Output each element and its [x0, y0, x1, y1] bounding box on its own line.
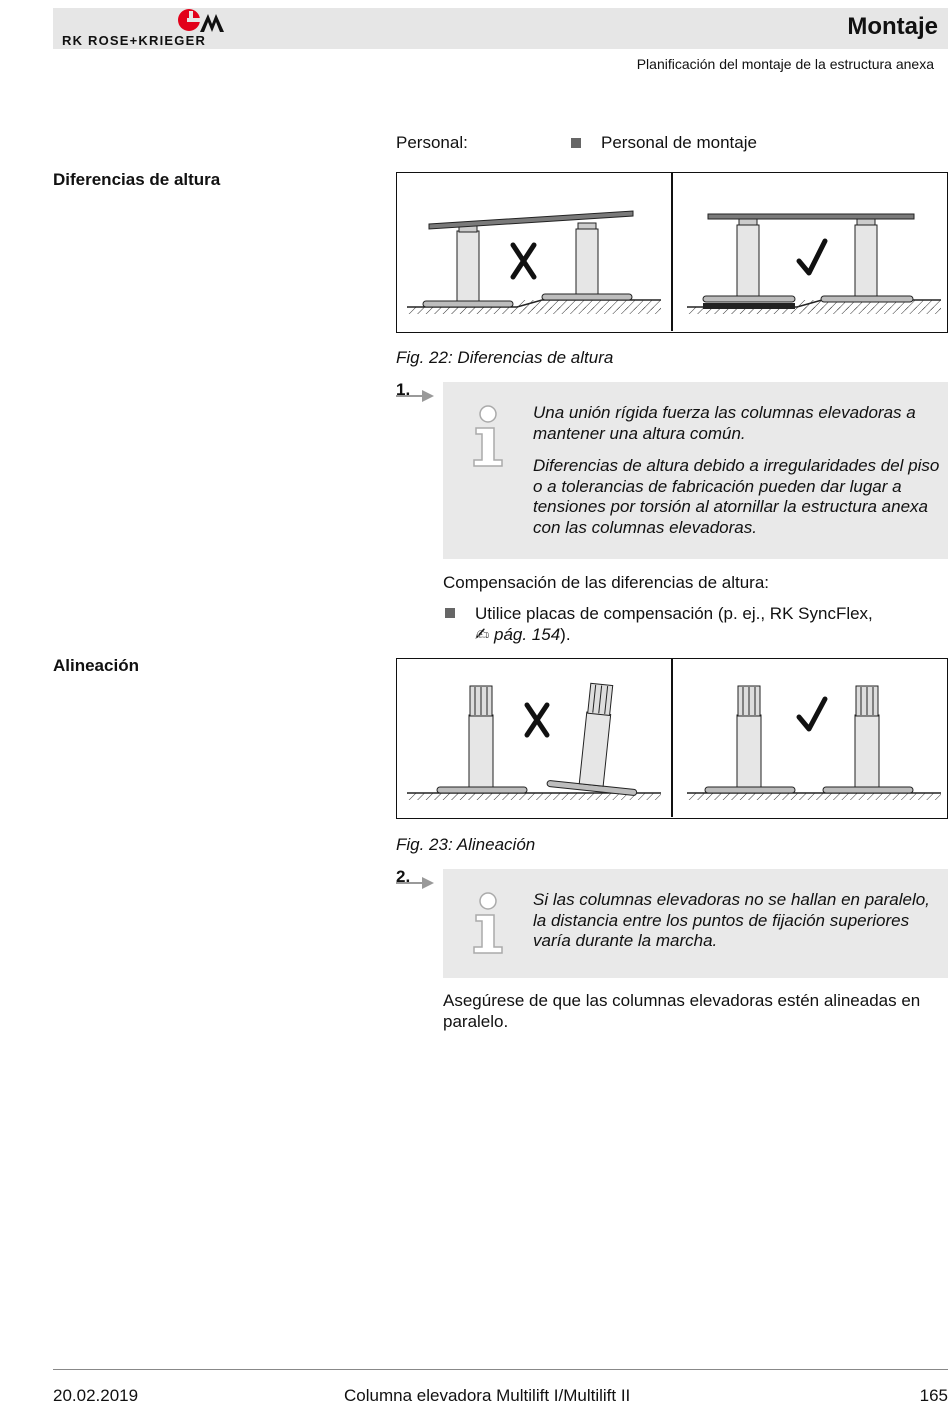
step-arrow-icon: [396, 390, 436, 402]
brand-name: RK ROSE+KRIEGER: [62, 33, 207, 48]
compensation-bullet-text: Utilice placas de compensación (p. ej., RK SyncFlex,: [475, 604, 873, 623]
brand-logo-icon: [176, 8, 228, 36]
info-note: [443, 869, 948, 978]
section-heading-height: Diferencias de altura: [53, 170, 221, 189]
figure-23: [396, 658, 948, 819]
figure-23-caption: Fig. 23: Alineación: [396, 835, 536, 854]
personal-label: Personal:: [396, 133, 468, 152]
footer-title: Columna elevadora Multilift I/Multilift II: [344, 1386, 631, 1405]
note-paragraph: Diferencias de altura debido a irregularidades del piso o a tolerancias de fabricación pueden dar lugar a tensiones por torsión al atornillar la estructura anexa con las columnas elevadoras.: [533, 456, 940, 537]
figure-divider: [671, 173, 673, 331]
figure-22-caption: Fig. 22: Diferencias de altura: [396, 348, 614, 367]
compensation-intro: Compensación de las diferencias de altura:: [443, 573, 770, 592]
note-paragraph: Una unión rígida fuerza las columnas elevadoras a mantener una altura común.: [533, 403, 916, 443]
figure-divider: [671, 659, 673, 817]
reference-icon: ✍: [475, 625, 490, 644]
info-icon: [470, 404, 506, 468]
alignment-instruction: Asegúrese de que las columnas elevadoras estén alineadas en paralelo.: [443, 991, 921, 1031]
step-arrow-icon: [396, 877, 436, 889]
page-subtitle: Planificación del montaje de la estructura anexa: [636, 56, 934, 72]
info-icon: [470, 891, 506, 955]
step-number: 1.: [396, 380, 411, 399]
bullet-icon: [445, 608, 455, 618]
compensation-bullet: [475, 603, 945, 645]
footer-date: 20.02.2019: [53, 1386, 139, 1405]
footer-page-number: 165: [919, 1386, 948, 1405]
figure-22: [396, 172, 948, 333]
page-reference-link[interactable]: pág. 154: [493, 625, 561, 644]
note-paragraph: Si las columnas elevadoras no se hallan en paralelo, la distancia entre los puntos de fijación superiores varía durante la marcha.: [533, 890, 930, 950]
info-note: [443, 382, 948, 559]
personal-value: Personal de montaje: [601, 133, 757, 152]
bullet-icon: [571, 138, 581, 148]
reference-tail: ).: [560, 625, 571, 644]
footer-divider: [53, 1369, 948, 1370]
step-number: 2.: [396, 867, 411, 886]
chapter-title: Montaje: [847, 13, 938, 40]
section-heading-alignment: Alineación: [53, 656, 139, 675]
